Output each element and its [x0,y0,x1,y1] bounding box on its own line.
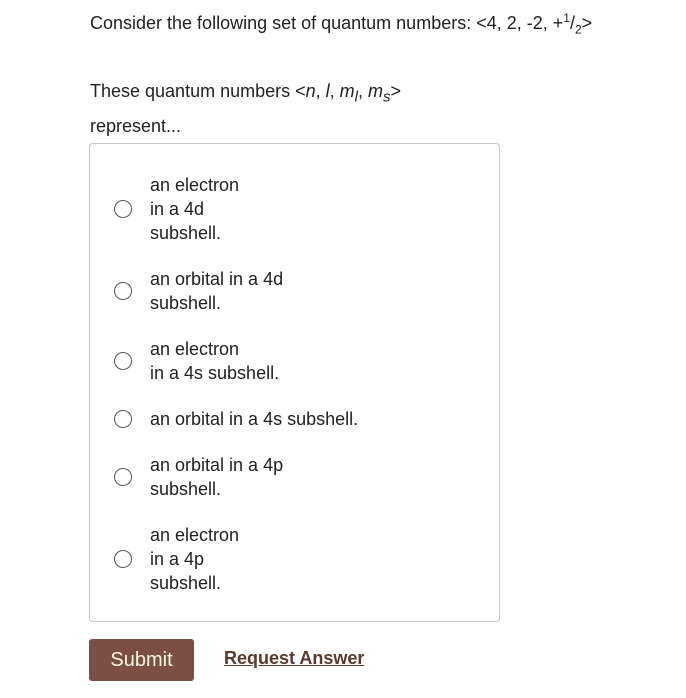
prompt-close: > [390,81,402,101]
answer-option[interactable] [90,337,499,385]
var-ml: m [339,81,355,101]
option-label-line: subshell. [150,223,222,243]
sep: , [315,81,326,101]
option-label-line: an orbital in a 4p [150,455,284,475]
fraction-numerator: 1 [563,11,570,25]
radio-button[interactable] [114,468,132,486]
var-l: l [325,81,330,101]
fraction-denominator: 2 [574,22,582,37]
answer-option[interactable] [90,453,499,501]
sep: , [358,81,369,101]
fraction-slash: / [569,13,575,33]
prompt-main: These quantum numbers < [90,81,306,101]
var-ms-sub: s [383,88,391,106]
option-label [150,523,239,595]
option-label [150,173,239,245]
option-label [150,453,283,501]
answer-options [89,143,500,622]
radio-button[interactable] [114,282,132,300]
option-label-line: in a 4p [150,549,205,569]
option-label-line: an orbital in a 4d [150,269,284,289]
option-label [150,337,279,385]
question-close: > [581,13,593,33]
option-label-line: subshell. [150,293,222,313]
var-ms: m [368,81,384,101]
radio-button[interactable] [114,550,132,568]
answer-option[interactable] [90,407,499,431]
option-label-line: subshell. [150,573,222,593]
submit-button[interactable]: Submit [89,639,194,681]
radio-button[interactable] [114,410,132,428]
option-label-line: subshell. [150,479,222,499]
radio-button[interactable] [114,352,132,370]
option-label-line: in a 4s subshell. [150,363,280,383]
prompt-text [90,77,401,140]
option-label-line: an electron [150,525,240,545]
sep: , [329,81,340,101]
option-label [150,407,358,431]
option-label-line: in a 4d [150,199,205,219]
var-n: n [305,81,316,101]
radio-button[interactable] [114,200,132,218]
question-text [90,6,592,42]
option-label-line: an electron [150,175,240,195]
answer-option[interactable] [90,173,499,245]
answer-option[interactable] [90,523,499,595]
answer-option[interactable] [90,267,499,315]
var-ml-sub: l [354,88,359,106]
option-label-line: an electron [150,339,240,359]
prompt-line2: represent... [90,115,182,136]
option-label-line: an orbital in a 4s subshell. [150,409,359,429]
option-label [150,267,283,315]
request-answer-link[interactable]: Request Answer [224,648,365,668]
question-main: Consider the following set of quantum numbers: <4, 2, -2, + [90,13,564,33]
